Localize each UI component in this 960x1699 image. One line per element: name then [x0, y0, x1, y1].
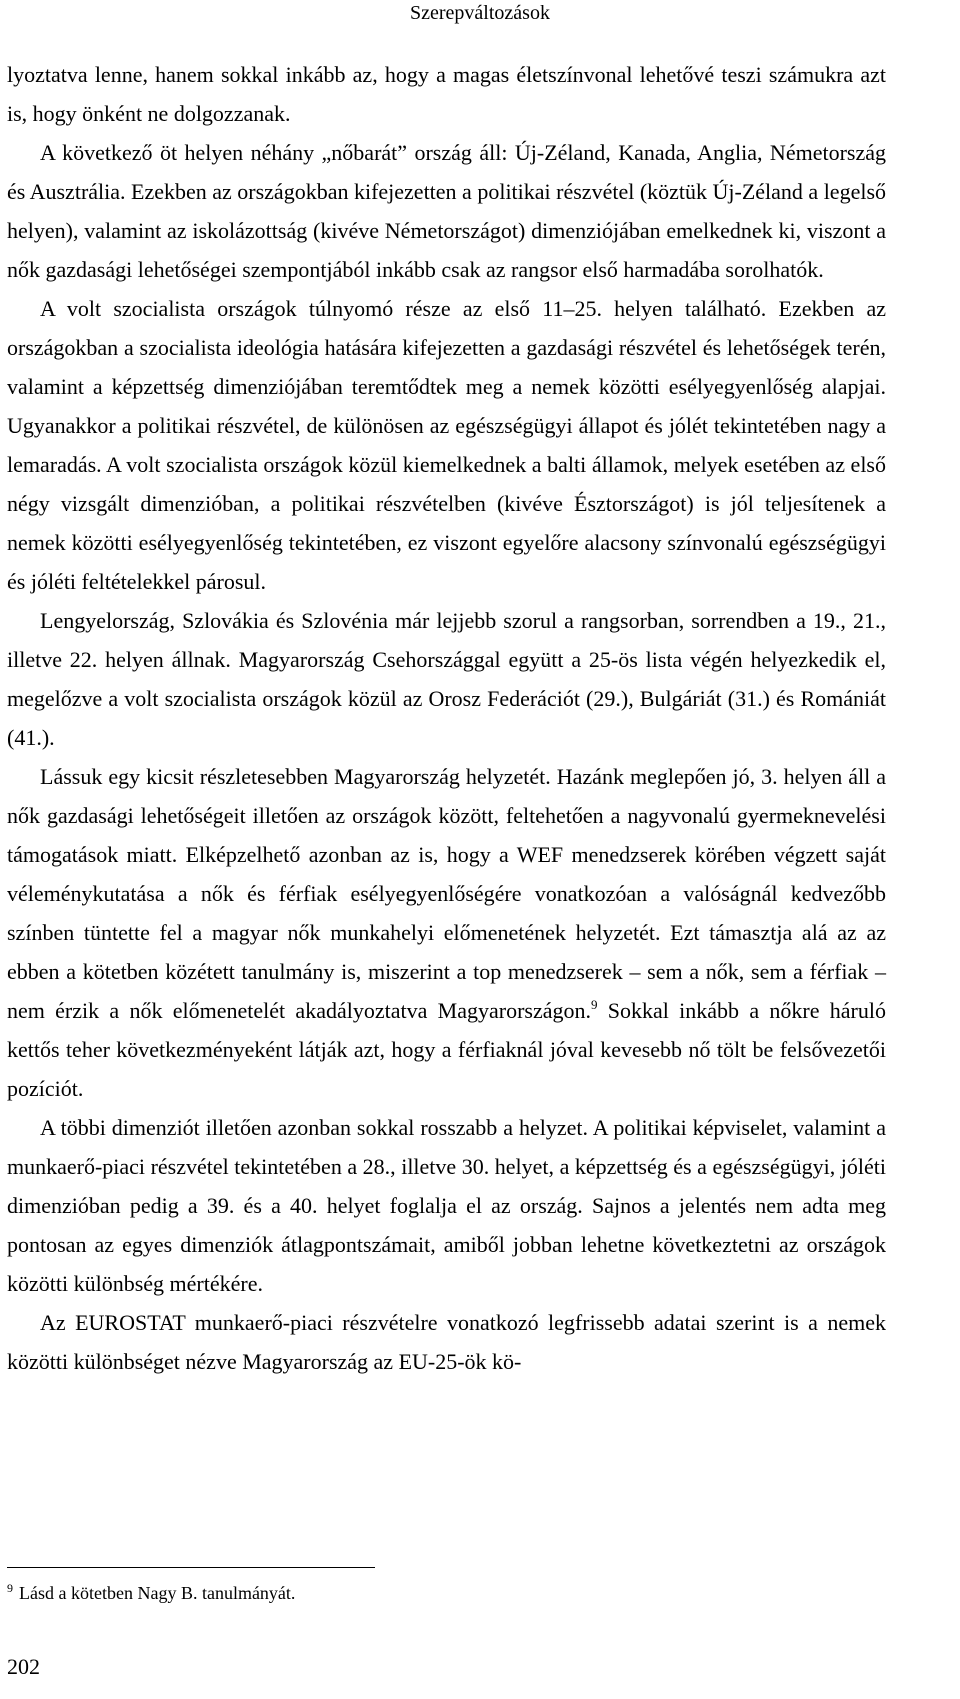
footnote	[7, 1580, 886, 1606]
footnote-text: Lásd a kötetben Nagy B. tanulmányát.	[19, 1583, 296, 1603]
paragraph-4: Lengyelország, Szlovákia és Szlovénia már lejjebb szorul a rangsorban, sorrendben a 19., 21., illetve 22. helyen állnak. Magyarország Csehországgal együtt a 25-ös lista végén helyezkedik el, megelőzve a volt szocialista országok közül az Orosz Federációt (29.), Bulgáriát (31.) és Romániát (41.).	[7, 608, 886, 750]
paragraph-5-text-b: Sokkal inkább a nőkre háruló kettős teher következményeként látják azt, hogy a férfiaknál jóval kevesebb nő tölt be felsővezetői pozíciót.	[7, 998, 886, 1101]
footnote-reference[interactable]: 9	[590, 997, 598, 1012]
body-text	[7, 55, 886, 1381]
paragraph-6: A többi dimenziót illetően azonban sokkal rosszabb a helyzet. A politikai képviselet, valamint a munkaerő-piaci részvétel tekintetében a 28., illetve 30. helyet, a képzettség és a egészségügyi, jóléti dimenzióban pedig a 39. és a 40. helyet foglalja el az ország. Sajnos a jelentés nem adta meg pontosan az egyes dimenziók átlagpontszámait, amiből jobban lehetne következtetni az országok közötti különbség mértékére.	[7, 1115, 886, 1296]
paragraph-7: Az EUROSTAT munkaerő-piaci részvételre vonatkozó legfrissebb adatai szerint is a nemek közötti különbséget nézve Magyarország az EU-25-ök kö-	[7, 1310, 886, 1374]
footnote-number: 9	[7, 1581, 13, 1595]
paragraph-1: lyoztatva lenne, hanem sokkal inkább az, hogy a magas életszínvonal lehetővé teszi számukra azt is, hogy önként ne dolgozzanak.	[7, 62, 886, 126]
paragraph-5	[7, 757, 886, 1108]
footnote-divider	[7, 1567, 375, 1568]
page-number: 202	[7, 1654, 40, 1679]
paragraph-5-text-a: Lássuk egy kicsit részletesebben Magyarország helyzetét. Hazánk meglepően jó, 3. helyen áll a nők gazdasági lehetőségeit illetően az országok között, feltehetően a nagyvonalú gyermeknevelési támogatások miatt. Elképzelhető azonban az is, hogy a WEF menedzserek körében végzett saját véleménykutatása a nők és férfiak esélyegyenlőségére vonatkozóan a valóságnál kedvezőbb színben tüntette fel a magyar nők munkahelyi előmenetének helyzetét. Ezt támasztja alá az az ebben a kötetben közétett tanulmány is, miszerint a top menedzserek – sem a nők, sem a férfiak – nem érzik a nők előmenetelét akadályoztatva Magyarországon.	[7, 764, 886, 1023]
running-head: Szerepváltozások	[410, 2, 550, 24]
paragraph-2: A következő öt helyen néhány „nőbarát” ország áll: Új-Zéland, Kanada, Anglia, Németország és Ausztrália. Ezekben az országokban kifejezetten a politikai részvétel (köztük Új-Zéland a legelső helyen), valamint az iskolázottság (kivéve Németországot) dimenziójában emelkednek ki, viszont a nők gazdasági lehetőségei szempontjából inkább csak az rangsor első harmadába sorolhatók.	[7, 140, 887, 282]
paragraph-3: A volt szocialista országok túlnyomó része az első 11–25. helyen található. Ezekben az országokban a szocialista ideológia hatására kifejezetten a gazdasági részvétel és lehetőségek terén, valamint a képzettség dimenziójában teremtődtek meg a nemek közötti esélyegyenlőség alapjai. Ugyanakkor a politikai részvétel, de különösen az egészségügyi állapot és jólét tekintetében nagy a lemaradás. A volt szocialista országok közül kiemelkednek a balti államok, melyek esetében az első négy vizsgált dimenzióban, a politikai részvételben (kivéve Észtországot) is jól teljesítenek a nemek közötti esélyegyenlőség tekintetében, ez viszont egyelőre alacsony színvonalú egészségügyi és jóléti feltételekkel párosul.	[7, 296, 886, 594]
